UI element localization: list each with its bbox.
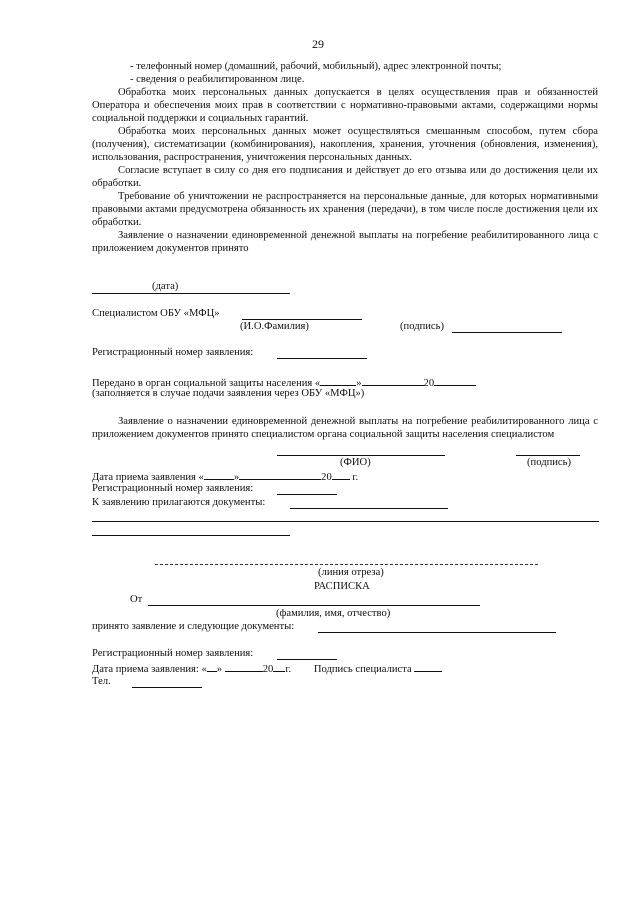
mfc-sign-line bbox=[452, 332, 562, 333]
receipt-reg-line bbox=[277, 659, 337, 660]
consent-text bbox=[92, 60, 598, 255]
bullet-phone: - телефонный номер (домашний, рабочий, мобильный), адрес электронной почты; bbox=[130, 61, 502, 72]
social-accepted bbox=[92, 415, 598, 441]
receipt-date-year-prefix: 20 bbox=[262, 664, 274, 675]
bullet-rehab: - сведения о реабилитированном лице. bbox=[130, 74, 305, 85]
social-date-suffix: г. bbox=[352, 472, 359, 483]
receipt-accepted-line bbox=[318, 632, 556, 633]
social-docs-label: К заявлению прилагаются документы: bbox=[92, 497, 266, 508]
receipt-tel-label: Тел. bbox=[92, 676, 111, 687]
transfer-day-field[interactable] bbox=[320, 375, 356, 386]
receipt-accepted-label: принято заявление и следующие документы: bbox=[92, 621, 295, 632]
transfer-year-field[interactable] bbox=[434, 375, 476, 386]
receipt-date-quote: » bbox=[216, 664, 223, 675]
consent-destruction: Требование об уничтожении не распространяется на персональные данные, для которых нормативными правовыми актами предусмотрена обязанность их хранения (передачи), в том числе после достижения цели их обработки. bbox=[92, 191, 598, 228]
cut-line bbox=[155, 564, 538, 565]
receipt-sign-field[interactable] bbox=[414, 661, 442, 672]
consent-method: Обработка моих персональных данных может осуществляться смешанным способом, путем сбора (получения), систематизации (комбинирования), накопления, хранения, уточнения (обновления, изменения), использования, распространения, уничтожения персональных данных. bbox=[92, 126, 598, 163]
mfc-name-hint: (И.О.Фамилия) bbox=[240, 321, 309, 332]
transfer-year-prefix: 20 bbox=[423, 378, 435, 389]
receipt-date-year-field[interactable] bbox=[273, 661, 285, 672]
social-fio-hint: (ФИО) bbox=[340, 457, 371, 468]
mfc-reg-label: Регистрационный номер заявления: bbox=[92, 347, 254, 358]
consent-purpose: Обработка моих персональных данных допускается в целях осуществления прав и обязанностей Оператора и обеспечения моих прав в соответствии с нормативно-правовыми актами, содержащими нормы социальной поддержки и социальных гарантий. bbox=[92, 87, 598, 124]
social-accepted-text: Заявление о назначении единовременной денежной выплаты на погребение реабилитированного лица с приложением документов принято специалистом органа социальной защиты населения специалистом bbox=[92, 416, 598, 440]
social-date-day-field[interactable] bbox=[204, 469, 234, 480]
social-docs-line-3 bbox=[92, 535, 290, 536]
date-line bbox=[92, 293, 290, 294]
receipt-from-line bbox=[148, 605, 480, 606]
receipt-date-row bbox=[92, 661, 442, 676]
receipt-from-label: От bbox=[130, 594, 143, 605]
receipt-from-hint: (фамилия, имя, отчество) bbox=[276, 608, 391, 619]
receipt-title: РАСПИСКА bbox=[314, 581, 370, 592]
receipt-tel-line bbox=[132, 687, 202, 688]
receipt-sign-label: Подпись специалиста bbox=[313, 664, 412, 675]
social-date-year-field[interactable] bbox=[332, 469, 350, 480]
date-hint: (дата) bbox=[152, 281, 179, 292]
page-number: 29 bbox=[312, 37, 324, 51]
social-date-month-field[interactable] bbox=[239, 469, 321, 480]
social-date-label: Дата приема заявления « bbox=[92, 472, 204, 483]
social-sign-hint: (подпись) bbox=[527, 457, 571, 468]
social-date-year-prefix: 20 bbox=[321, 472, 332, 483]
social-reg-line bbox=[277, 494, 337, 495]
receipt-date-label: Дата приема заявления: « bbox=[92, 664, 207, 675]
transfer-month-field[interactable] bbox=[362, 375, 424, 386]
social-date-quote: » bbox=[233, 472, 240, 483]
mfc-sign-hint: (подпись) bbox=[400, 321, 444, 332]
transfer-note: (заполняется в случае подачи заявления через ОБУ «МФЦ») bbox=[92, 388, 365, 399]
receipt-reg-label: Регистрационный номер заявления: bbox=[92, 648, 254, 659]
social-docs-line bbox=[290, 508, 448, 509]
mfc-specialist-label: Специалистом ОБУ «МФЦ» bbox=[92, 308, 220, 319]
consent-validity: Согласие вступает в силу со дня его подписания и действует до его отзыва или до достижения цели их обработки. bbox=[92, 165, 598, 189]
transfer-text: Передано в орган социальной защиты населения « bbox=[92, 378, 321, 389]
mfc-reg-line bbox=[277, 358, 367, 359]
transfer-quote: » bbox=[356, 378, 362, 389]
receipt-date-month-field[interactable] bbox=[225, 661, 263, 672]
application-accepted: Заявление о назначении единовременной денежной выплаты на погребение реабилитированного лица с приложением документов принято bbox=[92, 230, 598, 254]
receipt-date-suffix: г. bbox=[285, 664, 292, 675]
social-reg-label: Регистрационный номер заявления: bbox=[92, 483, 254, 494]
cut-line-label: (линия отреза) bbox=[318, 567, 384, 578]
receipt-date-day-field[interactable] bbox=[207, 661, 217, 672]
social-docs-line-2 bbox=[92, 521, 599, 522]
